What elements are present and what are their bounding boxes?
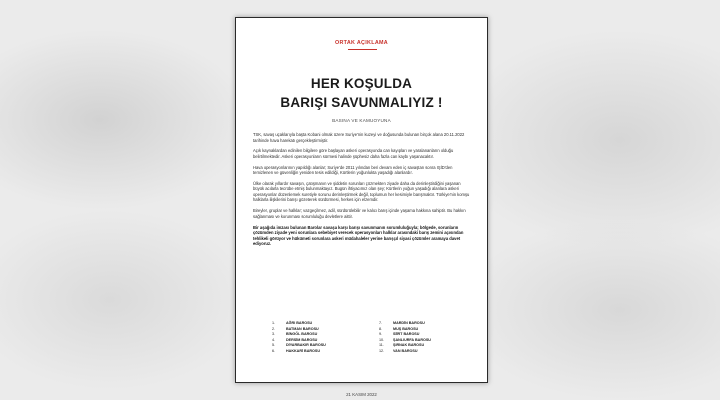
paragraph: Açık kaynaklardan edinilen bilgilere göre başlayan askeri operasyonda can kayıpları ve yaralananların olduğu belirtilmektedir. Askeri operasyonların sürmesi halinde şüphesiz daha fazla can kaybı yaşanacaktır. bbox=[253, 148, 454, 159]
kicker-underline bbox=[348, 49, 377, 50]
signatory-name: MUŞ BAROSU bbox=[393, 326, 419, 331]
statement-document bbox=[235, 17, 488, 397]
signatory-column-left bbox=[272, 321, 326, 354]
headline-line-2: BARIŞI SAVUNMALIYIZ ! bbox=[280, 95, 443, 110]
signatory-name: BİNGÖL BAROSU bbox=[286, 332, 318, 337]
signatory-name: ŞANLIURFA BAROSU bbox=[393, 337, 431, 342]
signatory-number: 7. bbox=[379, 321, 383, 325]
signatory-column-right bbox=[379, 321, 431, 354]
signatory-number: 2. bbox=[272, 326, 276, 331]
signatory-number: 6. bbox=[272, 348, 276, 353]
document-body bbox=[253, 132, 472, 252]
headline-line-1: HER KOŞULDA bbox=[310, 76, 413, 91]
signatory-name: VAN BAROSU bbox=[393, 348, 418, 353]
signatory-number: 9. bbox=[379, 332, 383, 337]
paragraph: Ülke olarak yıllardır savaşın, çatışmanın ve şiddetin sorunları çözmekten ziyade daha da derinleştirdiğini yaşanan büyük acılarla tecrübe etmiş bulunmaktayız. Bugün ihtiyacımız olan şey; Kürtlerin yoğun yaşadığı alanlara askeri operasyonlar düzenlemek suretiyle sorunu derinleştirmek değil, toplumun her kesimiyle barışmaktır. Türkiye'nin komşu halklarla ilişkilerini barışı gözeterek sürdürmesi, herkes için elzemdir. bbox=[253, 180, 470, 203]
signatory-number: 4. bbox=[272, 337, 276, 342]
signatory-number: 1. bbox=[272, 321, 276, 325]
signatory-name: DERSİM BAROSU bbox=[286, 337, 318, 342]
signatory-name: BATMAN BAROSU bbox=[286, 326, 319, 331]
signatory-number: 3. bbox=[272, 332, 276, 337]
signatory-name: MARDİN BAROSU bbox=[393, 321, 425, 325]
signatory-number: 12. bbox=[379, 348, 385, 353]
paragraph: Hava operasyonlarının yapıldığı alanlar; Suriye'de 2011 yılından beri devam eden iç savaştan sonra IŞİD'den temizlenen ve güvenliğin yeniden tesis edildiği, Kürtlerin yoğunlukta yaşadığı alanlardır. bbox=[253, 164, 453, 176]
signatory-number: 11. bbox=[379, 343, 384, 348]
paragraph: Bireyler, gruplar ve halklar; vazgeçilmez, adil, sürdürülebilir ve kalıcı barış içinde yaşama hakkına sahiptir. Bu hakkın sağlanması ve korunması sorumluluğu devletlere aittir. bbox=[253, 208, 466, 219]
signatory-row bbox=[379, 349, 431, 355]
signatory-name: HAKKARİ BAROSU bbox=[286, 348, 321, 353]
document-date: 21 KASIM 2022 bbox=[346, 392, 377, 397]
signatory-name: DİYARBAKIR BAROSU bbox=[286, 343, 326, 348]
document-subhead: BASINA VE KAMUOYUNA bbox=[332, 118, 391, 123]
signatory-name: AĞRI BAROSU bbox=[286, 321, 313, 325]
paragraph: TSK, savaş uçaklarıyla başta Kobani olmak üzere Suriye'nin kuzeyi ve doğusunda bulunan birçok alana 20.11.2022 tarihinde hava harekatı gerçekleştirmiştir. bbox=[253, 132, 465, 143]
signatory-number: 8. bbox=[379, 326, 383, 331]
closing-paragraph: Bir aşağıda imzası bulunan Barolar savaşa karşı barışı savunmanın sorumluluğuyla; bölgede, sorunların çözümden ziyade yeni sorunlara sebebiyet verecek operasyonları halklar arasındaki barış zemini açısından tehlikeli görüyor ve hükümeti sorunlara askeri müdahaleler yerine barışçıl siyasi çözümler aramaya davet ediyoruz. bbox=[253, 224, 464, 247]
document-headline bbox=[236, 74, 487, 112]
signatory-row bbox=[272, 349, 326, 355]
signatory-number: 5. bbox=[272, 343, 276, 348]
signatory-name: SİİRT BAROSU bbox=[393, 332, 420, 337]
signatory-name: ŞIRNAK BAROSU bbox=[393, 343, 425, 348]
signatory-number: 10. bbox=[379, 337, 385, 342]
document-kicker: ORTAK AÇIKLAMA bbox=[334, 40, 388, 46]
